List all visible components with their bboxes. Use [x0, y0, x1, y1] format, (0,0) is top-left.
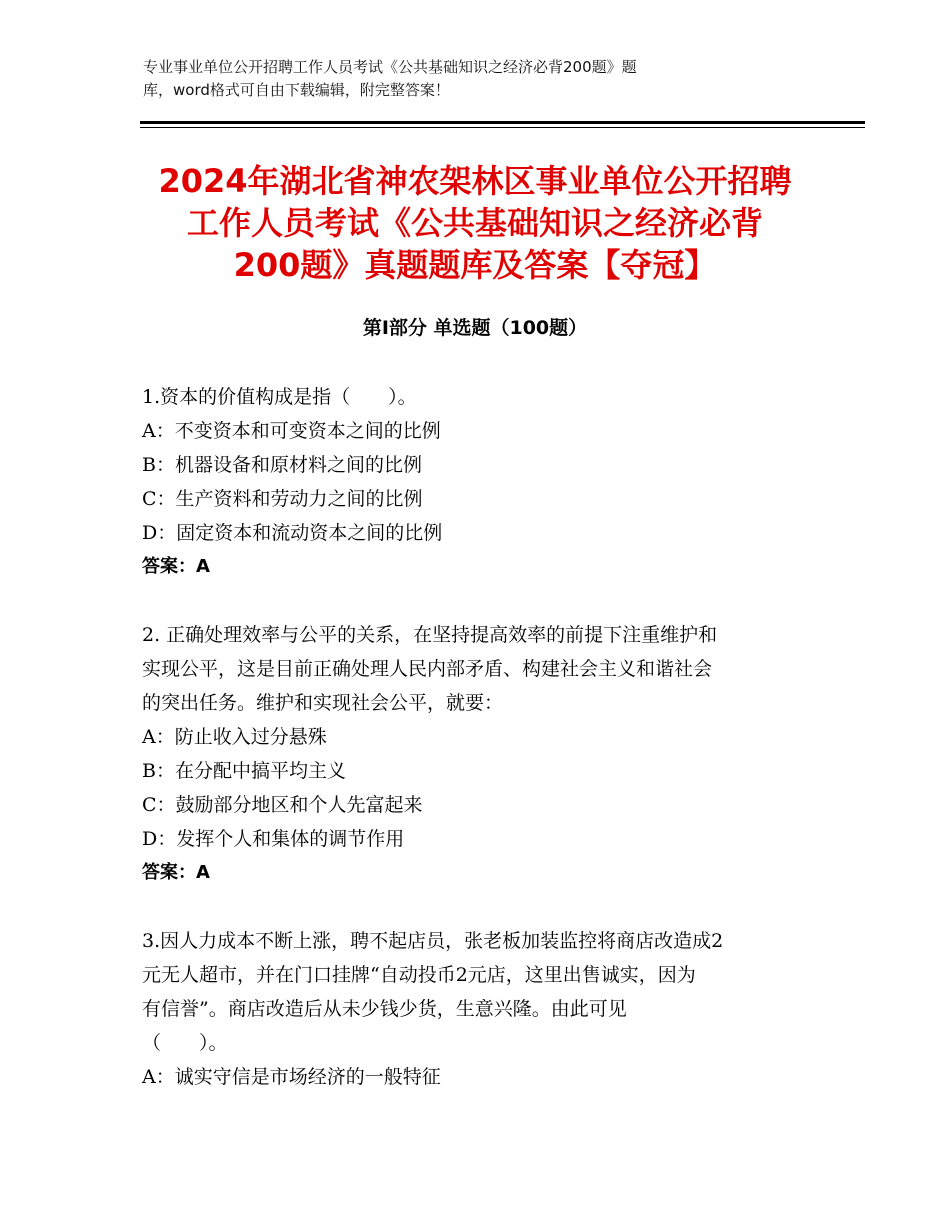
option-b: B：机器设备和原材料之间的比例 — [142, 454, 422, 476]
question-stem: 元无人超市，并在门口挂牌“自动投币2元店，这里出售诚实，因为 — [142, 964, 696, 986]
header-note-line: 专业事业单位公开招聘工作人员考试《公共基础知识之经济必背200题》题 — [143, 58, 637, 76]
question-stem: 实现公平，这是目前正确处理人民内部矛盾、构建社会主义和谐社会 — [142, 658, 713, 680]
document-title — [120, 160, 830, 286]
question-3 — [142, 924, 812, 1094]
question-2 — [142, 618, 812, 890]
answer: 答案：A — [142, 862, 210, 883]
option-a: A：不变资本和可变资本之间的比例 — [142, 420, 441, 442]
header-note — [143, 56, 783, 102]
header-divider — [140, 121, 865, 124]
title-line: 2024年湖北省神农架林区事业单位公开招聘 — [158, 162, 792, 200]
option-b: B：在分配中搞平均主义 — [142, 760, 346, 782]
answer: 答案：A — [142, 556, 210, 577]
question-stem: 有信誉”。商店改造后从未少钱少货，生意兴隆。由此可见 — [142, 998, 627, 1020]
question-stem: 3.因人力成本不断上涨，聘不起店员，张老板加装监控将商店改造成2 — [142, 930, 724, 952]
option-a: A：防止收入过分悬殊 — [142, 726, 327, 748]
option-d: D：发挥个人和集体的调节作用 — [142, 828, 405, 850]
question-1 — [142, 380, 812, 584]
option-c: C：生产资料和劳动力之间的比例 — [142, 488, 423, 510]
question-list — [142, 380, 812, 1094]
option-a: A：诚实守信是市场经济的一般特征 — [142, 1066, 441, 1088]
title-line: 工作人员考试《公共基础知识之经济必背 — [186, 204, 763, 242]
question-stem: 的突出任务。维护和实现社会公平，就要： — [142, 692, 504, 714]
header-divider-thin — [140, 127, 865, 128]
header-note-line: 库，word格式可自由下载编辑，附完整答案！ — [143, 81, 450, 99]
question-stem: （ ）。 — [142, 1032, 228, 1054]
section-heading: 第Ⅰ部分 单选题（100题） — [362, 317, 588, 339]
question-stem: 2. 正确处理效率与公平的关系，在坚持提高效率的前提下注重维护和 — [142, 624, 718, 646]
question-stem: 1.资本的价值构成是指（ ）。 — [142, 386, 417, 408]
option-c: C：鼓励部分地区和个人先富起来 — [142, 794, 423, 816]
title-line: 200题》真题题库及答案【夺冠】 — [233, 246, 717, 284]
option-d: D：固定资本和流动资本之间的比例 — [142, 522, 443, 544]
